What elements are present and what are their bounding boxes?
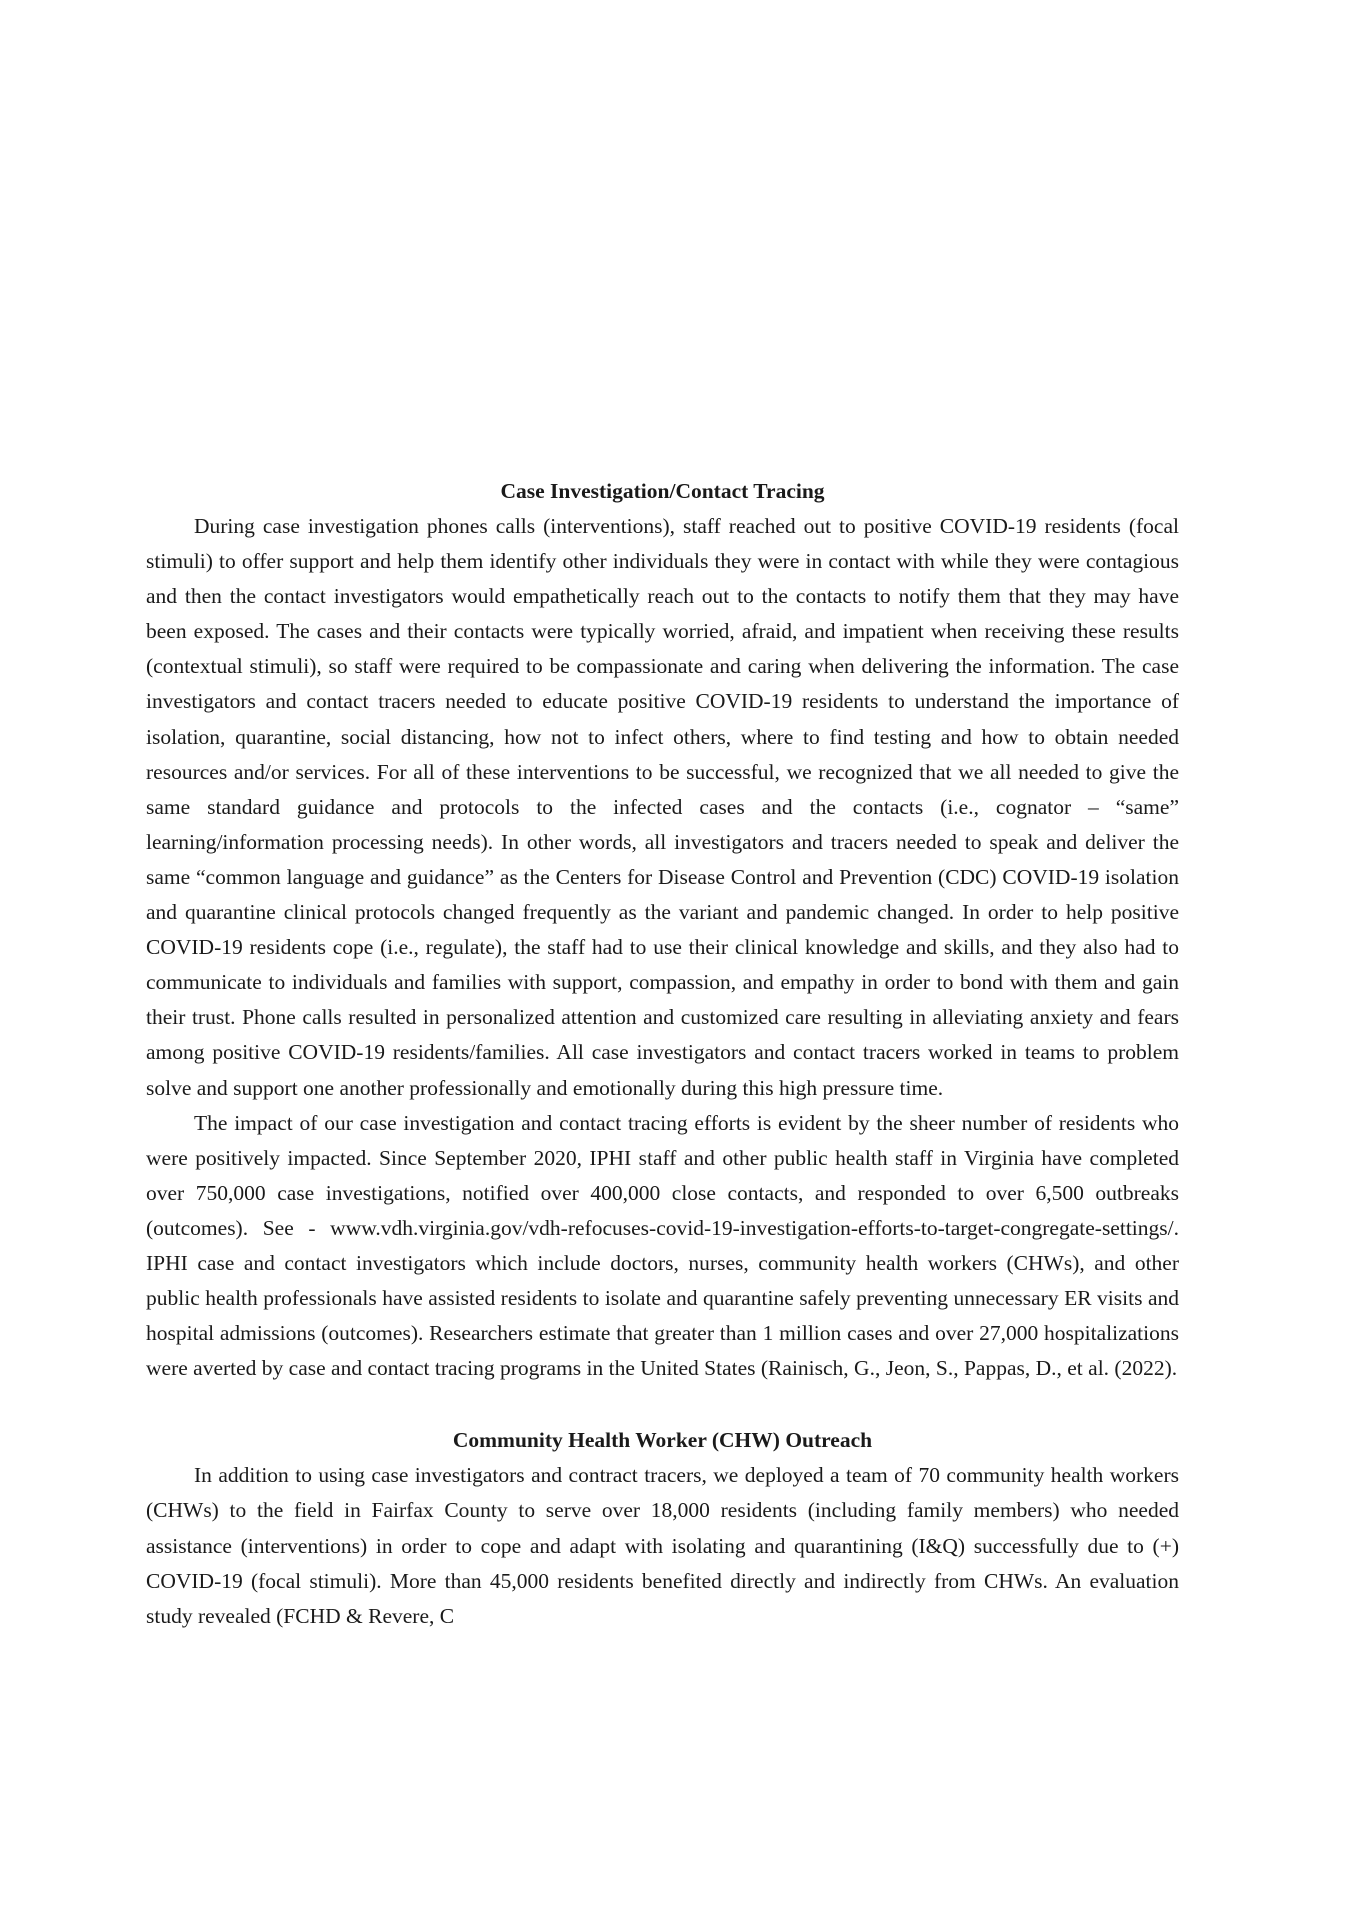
section-heading-chw-outreach: Community Health Worker (CHW) Outreach (452, 1428, 873, 1453)
paragraph-chw-outreach-1: In addition to using case investigators and contract tracers, we deployed a team of 70 community health workers (CHWs) to the field in Fairfax County to serve over 18,000 residents (including family members) who needed assistance (interventions) in order to cope and adapt with isolating and quarantining (I&Q) successfully due to (+) COVID-19 (focal stimuli). More than 45,000 residents benefited directly and indirectly from CHWs. An evaluation study revealed (FCHD & Revere, C (146, 1463, 1179, 1628)
paragraph-case-investigation-1: During case investigation phones calls (interventions), staff reached out to positive COVID-19 residents (focal stimuli) to offer support and help them identify other individuals they were in contact with while they were contagious and then the contact investigators would empathetically reach out to the contacts to notify them that they may have been exposed. The cases and their contacts were typically worried, afraid, and impatient when receiving these results (contextual stimuli), so staff were required to be compassionate and caring when delivering the information. The case investigators and contact tracers needed to educate positive COVID-19 residents to understand the importance of isolation, quarantine, social distancing, how not to infect others, where to find testing and how to obtain needed resources and/or services. For all of these interventions to be successful, we recognized that we all needed to give the same standard guidance and protocols to the infected cases and the contacts (i.e., cognator – “same” learning/information processing needs). In other words, all investigators and tracers needed to speak and deliver the same “common language and guidance” as the Centers for Disease Control and Prevention (CDC) COVID-19 isolation and quarantine clinical protocols changed frequently as the variant and pandemic changed. In order to help positive COVID-19 residents cope (i.e., regulate), the staff had to use their clinical knowledge and skills, and they also had to communicate to individuals and families with support, compassion, and empathy in order to bond with them and gain their trust. Phone calls resulted in personalized attention and customized care resulting in alleviating anxiety and fears among positive COVID-19 residents/families. All case investigators and contact tracers worked in teams to problem solve and support one another professionally and emotionally during this high pressure time. (146, 514, 1179, 1100)
paragraph-case-investigation-2: The impact of our case investigation and contact tracing efforts is evident by the sheer number of residents who were positively impacted. Since September 2020, IPHI staff and other public health staff in Virginia have completed over 750,000 case investigations, notified over 400,000 close contacts, and responded to over 6,500 outbreaks (outcomes). See - www.vdh.virginia.gov/vdh-refocuses-covid-19-investigation-efforts-to-target-congregate-settings/. IPHI case and contact investigators which include doctors, nurses, community health workers (CHWs), and other public health professionals have assisted residents to isolate and quarantine safely preventing unnecessary ER visits and hospital admissions (outcomes). Researchers estimate that greater than 1 million cases and over 27,000 hospitalizations were averted by case and contact tracing programs in the United States (Rainisch, G., Jeon, S., Pappas, D., et al. (2022). (146, 1110, 1179, 1381)
section-heading-case-investigation: Case Investigation/Contact Tracing (500, 479, 825, 503)
section-spacer (146, 1386, 1179, 1423)
page-content (146, 474, 1179, 1634)
